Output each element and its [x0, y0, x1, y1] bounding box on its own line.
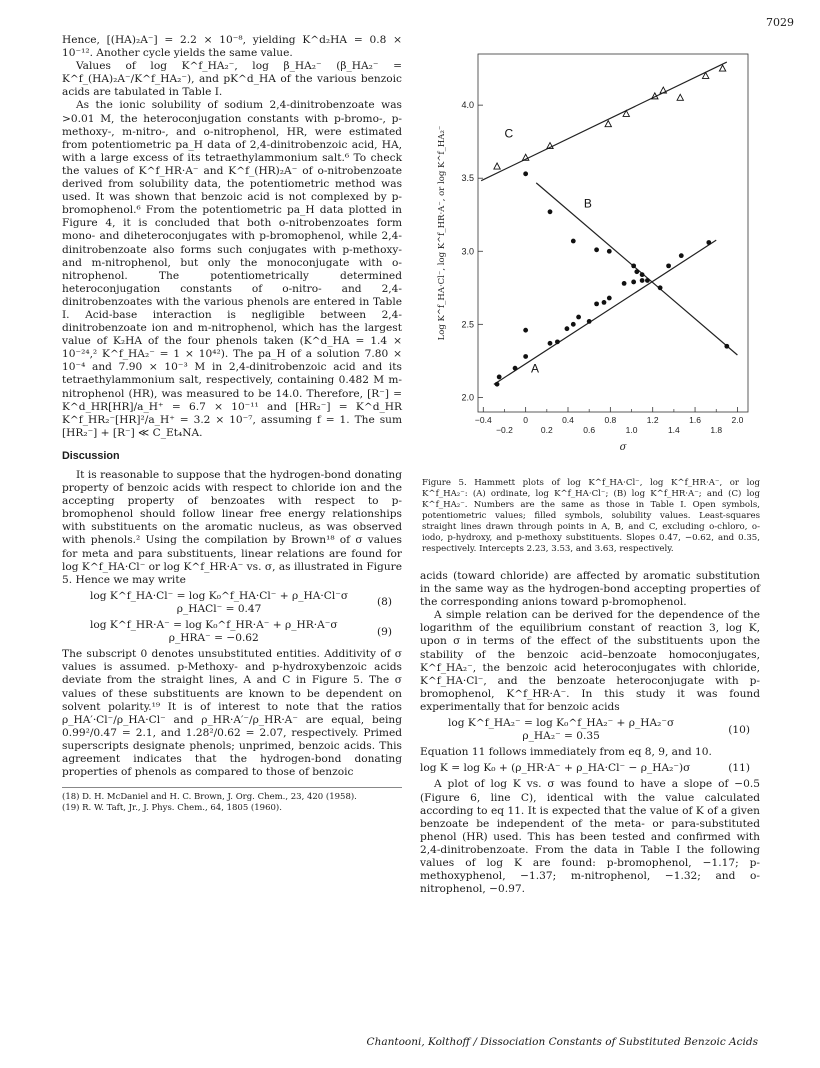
data-point-c [677, 94, 683, 100]
paragraph: The subscript 0 denotes unsubstituted entities. Additivity of σ values is assumed. p-Methoxy- and p-hydroxybenzoic acids deviate from the straight lines, A and C in Figure 5. The σ values of these substituents are known to be dependent on solvent polarity.¹⁹ It is of interest to note that the ratios ρ_HA′·Cl⁻/ρ_HA·Cl⁻ and ρ_HR·A′⁻/ρ_HR·A⁻ are equal, being 0.99²/0.47 = 2.1, and 1.28²/0.62 = 2.07, respectively. Primed superscripts designate phenols; unprimed, benzoic acids. This agreement indicates that the hydrogen-bond donating properties of phenols as compared to those of benzoic [62, 648, 402, 779]
data-point-b [634, 269, 639, 274]
data-point-b [658, 285, 663, 290]
equation-11 [420, 762, 760, 775]
paragraph: As the ionic solubility of sodium 2,4-dinitrobenzoate was >0.01 M, the heteroconjugation constants with p-bromo-, p-methoxy-, m-nitro-, and o-nitrophenol, HR, were estimated from potentiometric pa_H data of 2,4-dinitrobenzoic acid, HA, with a large excess of its tetraethylammonium salt.⁶ To check the values of K^f_HR·A⁻ and K^f_(HR)₂A⁻ of o-nitrobenzoate derived from solubility data, the potentiometric method was used. It was shown that benzoic acid is not complexed by p-bromophenol.⁶ From the potentiometric pa_H data plotted in Figure 4, it is concluded that both o-nitrobenzoates form mono- and diheteroconjugates with p-bromophenol, while 2,4-dinitrobenzoate also forms such conjugates with p-methoxy- and m-nitrophenol, but only the monoconjugate with o-nitrophenol. The potentiometrically determined heteroconjugation constants of o-nitro- and 2,4-dinitrobenzoates with the various phenols are entered in Table I. Acid-base interaction is negligible between 2,4-dinitrobenzoate ion and m-nitrophenol, which has the largest value of K₂HA of the four phenols taken (K^d_HA = 1.4 × 10⁻²⁴,² K^f_HA₂⁻ = 1 × 10⁴²). The pa_H of a solution 7.80 × 10⁻⁴ and 7.90 × 10⁻³ M in 2,4-dinitrobenzoic acid and its tetraethylammonium salt, respectively, containing 0.482 M m-nitrophenol (HR), was measured to be 14.0. Therefore, [R⁻] = K^d_HR[HR]/a_H⁺ = 6.7 × 10⁻¹¹ and [HR₂⁻] = K^d_HR K^f_HR₂⁻[HR]²/a_H⁺ = 3.2 × 10⁻⁷, assuming f = 1. The sum [HR₂⁻] + [R⁻] ≪ C_Et₄NA. [62, 99, 402, 439]
equation-number: (10) [728, 723, 750, 736]
equation-number: (9) [376, 625, 392, 638]
y-tick-label: 2.5 [461, 319, 474, 330]
data-point-a [495, 382, 500, 387]
footnotes [62, 787, 402, 814]
x-tick-label: −0.4 [474, 415, 492, 425]
y-tick-label: 4.0 [461, 100, 474, 111]
page-number: 7029 [766, 16, 794, 29]
equation-8 [62, 590, 402, 616]
footnote: (19) R. W. Taft, Jr., J. Phys. Chem., 64, 1805 (1960). [62, 803, 282, 814]
data-point-b [523, 171, 528, 176]
x-tick-label: 1.4 [667, 425, 680, 435]
y-tick-label: 3.0 [461, 246, 474, 257]
right-column [420, 570, 760, 896]
x-tick-label: 1.6 [689, 415, 701, 425]
data-point-a [679, 253, 684, 258]
x-tick-label: 0.6 [583, 425, 596, 435]
data-point-a [666, 263, 671, 268]
data-point-b [607, 249, 612, 254]
x-tick-label: 1.2 [646, 415, 659, 425]
data-point-a [523, 354, 528, 359]
data-point-a [594, 301, 599, 306]
line-label-a: A [530, 361, 539, 376]
equation-10 [420, 717, 760, 743]
paragraph: Values of log K^f_HA₂⁻, log β_HA₂⁻ (β_HA₂⁻ = K^f_(HA)₂A⁻/K^f_HA₂⁻), and pK^d_HA of the various benzoic acids are tabulated in Table I. [62, 60, 402, 99]
equation-line: ρ_HA₂⁻ = 0.35 [522, 730, 600, 743]
data-point-b [631, 263, 636, 268]
data-point-c [605, 121, 611, 127]
equation-number: (11) [728, 762, 750, 775]
figure-caption: Figure 5. Hammett plots of log K^f_HA·Cl⁻, log K^f_HR·A⁻, or log K^f_HA₂⁻: (A) ordinate, log K^f_HA·Cl⁻; (B) log K^f_HR·A⁻; and (C) log K^f_HA₂⁻. Numbers are the same as those in Table I. Open symbols, potentiometric values; filled symbols, solubility values. Least-squares straight lines drawn through points in A, B, and C, excluding o-chloro, o-iodo, p-hydroxy, and p-methoxy substituents. Slopes 0.47, −0.62, and 0.35, respectively. Intercepts 2.23, 3.53, and 3.63, respectively. [422, 478, 760, 554]
data-point-a [706, 240, 711, 245]
data-point-a [602, 300, 607, 305]
left-column [62, 34, 402, 814]
data-point-c [494, 163, 500, 169]
fit-line-c [481, 62, 727, 181]
data-point-a [640, 278, 645, 283]
y-tick-label: 3.5 [461, 173, 474, 184]
running-footer: Chantooni, Kolthoff / Dissociation Constants of Substituted Benzoic Acids [366, 1036, 758, 1048]
data-point-a [565, 326, 570, 331]
x-tick-label: 1.8 [710, 425, 723, 435]
paragraph: Hence, [(HA)₂A⁻] = 2.2 × 10⁻⁸, yielding K^d₂HA = 0.8 × 10⁻¹². Another cycle yields the same value. [62, 34, 402, 60]
data-point-a [631, 280, 636, 285]
line-label-b: B [583, 196, 592, 211]
y-tick-label: 2.0 [461, 392, 474, 403]
data-point-a [513, 366, 518, 371]
x-tick-label: 0 [523, 415, 529, 425]
data-point-a [587, 319, 592, 324]
equation-9 [62, 619, 402, 645]
x-tick-label: 1.0 [625, 425, 638, 435]
data-point-a [571, 322, 576, 327]
data-point-a [622, 281, 627, 286]
x-axis-label: σ [619, 442, 627, 453]
paragraph: It is reasonable to suppose that the hydrogen-bond donating property of benzoic acids with respect to chloride ion and the accepting property of benzoates with respect to p-bromophenol should follow linear free energy relationships with substituents on the aromatic nucleus, as was observed with phenols.² Using the compilation by Brown¹⁸ of σ values for meta and para substituents, linear relations are found for log K^f_HA·Cl⁻ or log K^f_HR·A⁻ vs. σ, as illustrated in Figure 5. Hence we may write [62, 469, 402, 586]
data-point-b [640, 272, 645, 277]
footnote: (18) D. H. McDaniel and H. C. Brown, J. Org. Chem., 23, 420 (1958). [62, 792, 357, 803]
data-point-a [555, 339, 560, 344]
fit-line-a [494, 240, 716, 384]
data-point-a [523, 328, 528, 333]
data-point-b [548, 209, 553, 214]
equation-line: log K = log K₀ + (ρ_HR·A⁻ + ρ_HA·Cl⁻ − ρ_HA₂⁻)σ [420, 762, 691, 775]
data-point-a [607, 296, 612, 301]
x-tick-label: 0.2 [540, 425, 553, 435]
line-label-c: C [504, 126, 514, 141]
plot-frame [478, 54, 748, 412]
equation-line: log K^f_HA·Cl⁻ = log K₀^f_HA·Cl⁻ + ρ_HA·Cl⁻σ [90, 589, 349, 602]
paragraph: Equation 11 follows immediately from eq 8, 9, and 10. [420, 746, 712, 759]
data-point-a [497, 375, 502, 380]
x-tick-label: 2.0 [731, 415, 744, 425]
hammett-plot [430, 40, 760, 470]
y-axis-label: Log K^f_HA·Cl⁻, log K^f_HR·A⁻, or log K^f_HA₂⁻ [437, 125, 447, 341]
paragraph: A simple relation can be derived for the dependence of the logarithm of the equilibrium constant of reaction 3, log K, upon σ in terms of the effect of the substituents upon the stability of the benzoic acid–benzoate homoconjugates, K^f_HA₂⁻, the benzoic acid heteroconjugates with chloride, K^f_HA·Cl⁻, and the benzoate heteroconjugate with p-bromophenol, K^f_HR·A⁻. In this study it was found experimentally that for benzoic acids [420, 609, 760, 713]
data-point-a [548, 341, 553, 346]
equation-line: ρ_HACl⁻ = 0.47 [176, 602, 262, 615]
paragraph: acids (toward chloride) are affected by aromatic substitution in the same way as the hydrogen-bond accepting properties of the corresponding anions toward p-bromophenol. [420, 570, 760, 609]
equation-line: log K^f_HR·A⁻ = log K₀^f_HR·A⁻ + ρ_HR·A⁻σ [90, 619, 338, 632]
equation-number: (8) [376, 596, 392, 609]
figure-5 [430, 40, 760, 470]
equation-line: log K^f_HA₂⁻ = log K₀^f_HA₂⁻ + ρ_HA₂⁻σ [448, 717, 675, 730]
x-tick-label: −0.2 [496, 425, 513, 435]
data-point-a [576, 315, 581, 320]
equation-line: ρ_HRA⁻ = −0.62 [168, 632, 259, 645]
x-tick-label: 0.8 [604, 415, 617, 425]
paragraph: A plot of log K vs. σ was found to have a slope of −0.5 (Figure 6, line C), identical with the value calculated according to eq 11. It is expected that the value of K of a given benzoate be independent of the meta- or para-substituted phenol (HR) used. This has been tested and confirmed with 2,4-dinitrobenzoate. From the data in Table I the following values of log K are found: p-bromophenol, −1.17; p-methoxyphenol, −1.37; m-nitrophenol, −1.32; and o-nitrophenol, −0.97. [420, 778, 760, 896]
data-point-b [594, 247, 599, 252]
data-point-b [724, 344, 729, 349]
x-tick-label: 0.4 [562, 415, 574, 425]
data-point-b [571, 239, 576, 244]
data-point-c [719, 65, 725, 71]
data-point-b [645, 278, 650, 283]
section-heading-discussion: Discussion [62, 449, 120, 462]
